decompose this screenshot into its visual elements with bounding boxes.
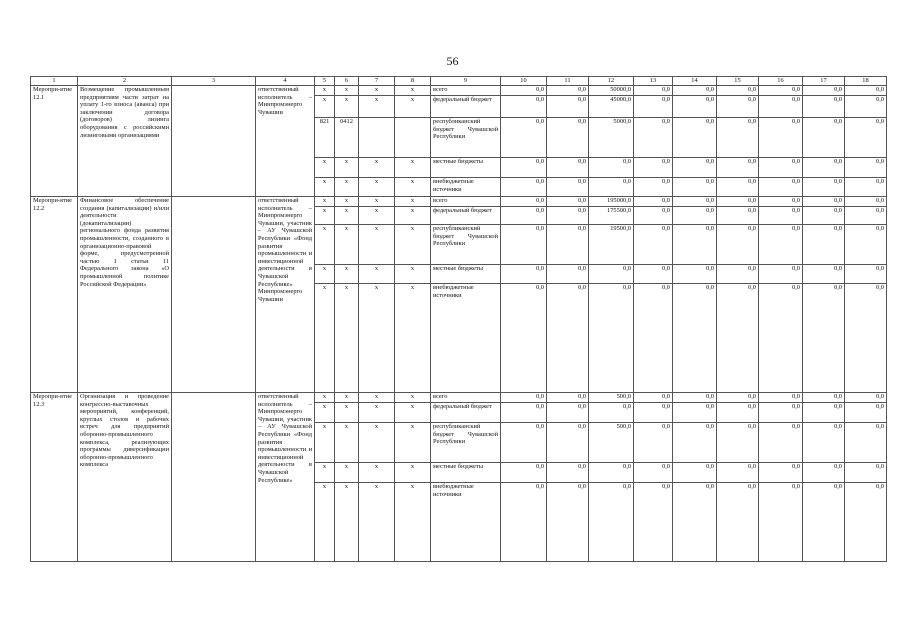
amount-cell: 0,0 <box>673 423 717 463</box>
amount-cell: 0,0 <box>845 158 887 178</box>
amount-cell: 0,0 <box>673 225 717 265</box>
event-number-cell: Меропри-ятие 12.1 <box>31 86 78 197</box>
funding-source-cell: федеральный бюджет <box>431 403 501 423</box>
amount-cell: 0,0 <box>501 393 547 403</box>
amount-cell: 0,0 <box>547 265 589 284</box>
amount-cell: 0,0 <box>547 158 589 178</box>
amount-cell: 0,0 <box>803 403 845 423</box>
code-cell-5: x <box>315 265 335 284</box>
code-cell-8: x <box>395 197 431 207</box>
amount-cell: 19500,0 <box>589 225 634 265</box>
code-cell-7: x <box>359 265 395 284</box>
amount-cell: 0,0 <box>634 197 673 207</box>
amount-cell: 0,0 <box>634 225 673 265</box>
amount-cell: 45000,0 <box>589 96 634 118</box>
event-number-cell: Меропри-ятие 12.2 <box>31 197 78 393</box>
amount-cell: 0,0 <box>803 118 845 158</box>
amount-cell: 0,0 <box>845 178 887 197</box>
amount-cell: 0,0 <box>547 86 589 96</box>
amount-cell: 0,0 <box>673 393 717 403</box>
code-cell-6: x <box>335 225 359 265</box>
amount-cell: 0,0 <box>501 207 547 225</box>
funding-source-cell: местные бюджеты <box>431 158 501 178</box>
code-cell-5: x <box>315 86 335 96</box>
amount-cell: 0,0 <box>717 393 759 403</box>
amount-cell: 0,0 <box>759 207 803 225</box>
column-number-cell: 9 <box>431 77 501 86</box>
executor-cell: ответственный исполнитель – Минпромэнерго Чувашии, участник – АУ Чувашской Республики «Фонд развития промышленности и инвестиционной деятельности в Чувашской Республике» <box>256 393 315 562</box>
amount-cell: 0,0 <box>673 197 717 207</box>
amount-cell: 0,0 <box>547 207 589 225</box>
code-cell-6: x <box>335 483 359 562</box>
amount-cell: 0,0 <box>673 86 717 96</box>
funding-source-cell: республиканский бюджет Чувашской Республики <box>431 225 501 265</box>
amount-cell: 0,0 <box>673 158 717 178</box>
code-cell-5: x <box>315 463 335 483</box>
amount-cell: 0,0 <box>547 225 589 265</box>
code-cell-7: x <box>359 197 395 207</box>
amount-cell: 0,0 <box>759 393 803 403</box>
amount-cell: 0,0 <box>717 423 759 463</box>
event-number-cell: Меропри-ятие 12.3 <box>31 393 78 562</box>
code-cell-7: x <box>359 393 395 403</box>
funding-source-cell: всего <box>431 86 501 96</box>
amount-cell: 0,0 <box>717 158 759 178</box>
amount-cell: 0,0 <box>673 118 717 158</box>
code-cell-8: x <box>395 393 431 403</box>
code-cell-5: x <box>315 393 335 403</box>
amount-cell: 0,0 <box>673 207 717 225</box>
code-cell-7: x <box>359 158 395 178</box>
amount-cell: 0,0 <box>759 96 803 118</box>
executor-cell: ответственный исполнитель – Минпромэнерго Чувашии, участник – АУ Чувашской Республики «Фонд развития промышленности и инвестиционной деятельности в Чувашской Республике» Минпромэнерго Чувашии <box>256 197 315 393</box>
column-number-cell: 8 <box>395 77 431 86</box>
code-cell-5: x <box>315 178 335 197</box>
code-cell-5: x <box>315 403 335 423</box>
event-description-cell: Финансовое обеспечение создания (капитализации) и/или деятельности (докапитализации) регионального фонда развития промышленности, созданного в организационно-правовой форме, предусмотренной частью 1 статьи 11 Федерального закона «О промышленной политике Российской Федерации» <box>78 197 172 393</box>
code-cell-6: x <box>335 393 359 403</box>
column-number-row <box>31 77 887 86</box>
amount-cell: 0,0 <box>803 463 845 483</box>
amount-cell: 0,0 <box>634 265 673 284</box>
amount-cell: 0,0 <box>759 423 803 463</box>
code-cell-6: 0412 <box>335 118 359 158</box>
amount-cell: 0,0 <box>501 463 547 483</box>
code-cell-7: x <box>359 423 395 463</box>
amount-cell: 0,0 <box>501 284 547 393</box>
table-body <box>31 77 887 562</box>
amount-cell: 0,0 <box>589 463 634 483</box>
event-empty-cell <box>172 197 256 393</box>
column-number-cell: 4 <box>256 77 315 86</box>
code-cell-6: x <box>335 96 359 118</box>
amount-cell: 500,0 <box>589 423 634 463</box>
code-cell-7: x <box>359 178 395 197</box>
amount-cell: 0,0 <box>547 284 589 393</box>
column-number-cell: 14 <box>673 77 717 86</box>
amount-cell: 0,0 <box>845 265 887 284</box>
amount-cell: 0,0 <box>634 463 673 483</box>
code-cell-7 <box>359 118 395 158</box>
code-cell-8: x <box>395 265 431 284</box>
amount-cell: 0,0 <box>803 197 845 207</box>
code-cell-8: x <box>395 423 431 463</box>
amount-cell: 0,0 <box>501 423 547 463</box>
amount-cell: 195000,0 <box>589 197 634 207</box>
amount-cell: 0,0 <box>717 284 759 393</box>
amount-cell: 0,0 <box>803 423 845 463</box>
amount-cell: 0,0 <box>501 118 547 158</box>
table-row <box>31 197 887 207</box>
amount-cell: 0,0 <box>501 225 547 265</box>
code-cell-6: x <box>335 463 359 483</box>
amount-cell: 0,0 <box>717 463 759 483</box>
amount-cell: 0,0 <box>759 483 803 562</box>
amount-cell: 0,0 <box>673 284 717 393</box>
amount-cell: 0,0 <box>547 403 589 423</box>
amount-cell: 0,0 <box>803 158 845 178</box>
amount-cell: 0,0 <box>634 207 673 225</box>
code-cell-7: x <box>359 403 395 423</box>
amount-cell: 0,0 <box>717 225 759 265</box>
code-cell-5: x <box>315 423 335 463</box>
code-cell-6: x <box>335 86 359 96</box>
amount-cell: 0,0 <box>589 284 634 393</box>
code-cell-5: x <box>315 96 335 118</box>
amount-cell: 0,0 <box>845 207 887 225</box>
amount-cell: 0,0 <box>673 178 717 197</box>
amount-cell: 0,0 <box>759 86 803 96</box>
column-number-cell: 18 <box>845 77 887 86</box>
amount-cell: 0,0 <box>803 483 845 562</box>
amount-cell: 0,0 <box>845 463 887 483</box>
amount-cell: 0,0 <box>717 86 759 96</box>
amount-cell: 0,0 <box>547 393 589 403</box>
code-cell-6: x <box>335 178 359 197</box>
column-number-cell: 10 <box>501 77 547 86</box>
financing-table <box>30 76 887 562</box>
code-cell-8: x <box>395 403 431 423</box>
code-cell-6: x <box>335 207 359 225</box>
amount-cell: 0,0 <box>501 197 547 207</box>
amount-cell: 0,0 <box>759 118 803 158</box>
amount-cell: 0,0 <box>634 403 673 423</box>
amount-cell: 0,0 <box>547 178 589 197</box>
amount-cell: 50000,0 <box>589 86 634 96</box>
amount-cell: 0,0 <box>759 197 803 207</box>
amount-cell: 0,0 <box>547 463 589 483</box>
amount-cell: 0,0 <box>589 178 634 197</box>
amount-cell: 0,0 <box>845 197 887 207</box>
amount-cell: 0,0 <box>803 207 845 225</box>
amount-cell: 0,0 <box>803 96 845 118</box>
amount-cell: 0,0 <box>803 178 845 197</box>
code-cell-6: x <box>335 403 359 423</box>
amount-cell: 0,0 <box>547 118 589 158</box>
code-cell-7: x <box>359 207 395 225</box>
code-cell-5: x <box>315 483 335 562</box>
amount-cell: 0,0 <box>501 158 547 178</box>
code-cell-7: x <box>359 96 395 118</box>
code-cell-8 <box>395 118 431 158</box>
column-number-cell: 3 <box>172 77 256 86</box>
amount-cell: 0,0 <box>547 197 589 207</box>
code-cell-7: x <box>359 86 395 96</box>
amount-cell: 0,0 <box>501 178 547 197</box>
code-cell-7: x <box>359 225 395 265</box>
column-number-cell: 6 <box>335 77 359 86</box>
code-cell-5: x <box>315 225 335 265</box>
column-number-cell: 1 <box>31 77 78 86</box>
amount-cell: 0,0 <box>673 483 717 562</box>
amount-cell: 0,0 <box>803 225 845 265</box>
amount-cell: 0,0 <box>845 393 887 403</box>
code-cell-8: x <box>395 284 431 393</box>
amount-cell: 0,0 <box>673 265 717 284</box>
amount-cell: 0,0 <box>501 265 547 284</box>
amount-cell: 0,0 <box>717 265 759 284</box>
amount-cell: 0,0 <box>589 158 634 178</box>
amount-cell: 0,0 <box>717 96 759 118</box>
amount-cell: 0,0 <box>845 284 887 393</box>
column-number-cell: 2 <box>78 77 172 86</box>
amount-cell: 0,0 <box>845 118 887 158</box>
column-number-cell: 5 <box>315 77 335 86</box>
code-cell-6: x <box>335 423 359 463</box>
code-cell-6: x <box>335 284 359 393</box>
amount-cell: 0,0 <box>717 178 759 197</box>
amount-cell: 0,0 <box>803 284 845 393</box>
amount-cell: 0,0 <box>759 265 803 284</box>
code-cell-8: x <box>395 86 431 96</box>
code-cell-5: 821 <box>315 118 335 158</box>
amount-cell: 0,0 <box>673 463 717 483</box>
event-description-cell: Возмещение промышленным предприятиям части затрат на уплату 1-го взноса (аванса) при заключении договора (договоров) лизинга оборудования с российскими лизинговыми организациями <box>78 86 172 197</box>
funding-source-cell: всего <box>431 197 501 207</box>
amount-cell: 0,0 <box>634 178 673 197</box>
funding-source-cell: республиканский бюджет Чувашской Республики <box>431 423 501 463</box>
amount-cell: 0,0 <box>845 96 887 118</box>
code-cell-5: x <box>315 284 335 393</box>
code-cell-6: x <box>335 265 359 284</box>
amount-cell: 0,0 <box>634 423 673 463</box>
amount-cell: 0,0 <box>501 403 547 423</box>
amount-cell: 0,0 <box>547 423 589 463</box>
amount-cell: 0,0 <box>634 86 673 96</box>
amount-cell: 0,0 <box>501 96 547 118</box>
amount-cell: 0,0 <box>759 403 803 423</box>
amount-cell: 0,0 <box>759 284 803 393</box>
page-number: 56 <box>446 54 459 68</box>
amount-cell: 0,0 <box>547 96 589 118</box>
code-cell-7: x <box>359 463 395 483</box>
column-number-cell: 17 <box>803 77 845 86</box>
code-cell-8: x <box>395 96 431 118</box>
amount-cell: 0,0 <box>845 403 887 423</box>
funding-source-cell: федеральный бюджет <box>431 207 501 225</box>
table-row <box>31 86 887 96</box>
funding-source-cell: внебюджетные источники <box>431 483 501 562</box>
amount-cell: 0,0 <box>717 403 759 423</box>
amount-cell: 0,0 <box>803 393 845 403</box>
amount-cell: 0,0 <box>759 225 803 265</box>
code-cell-5: x <box>315 207 335 225</box>
amount-cell: 0,0 <box>673 403 717 423</box>
code-cell-8: x <box>395 225 431 265</box>
amount-cell: 0,0 <box>845 423 887 463</box>
amount-cell: 0,0 <box>634 158 673 178</box>
amount-cell: 0,0 <box>501 483 547 562</box>
executor-cell: ответственный исполнитель – Минпромэнерго Чувашии <box>256 86 315 197</box>
code-cell-8: x <box>395 483 431 562</box>
code-cell-6: x <box>335 158 359 178</box>
column-number-cell: 15 <box>717 77 759 86</box>
code-cell-5: x <box>315 158 335 178</box>
amount-cell: 0,0 <box>759 158 803 178</box>
funding-source-cell: внебюджетные источники <box>431 284 501 393</box>
table-row <box>31 393 887 403</box>
funding-source-cell: республиканский бюджет Чувашской Республики <box>431 118 501 158</box>
amount-cell: 0,0 <box>759 178 803 197</box>
code-cell-7: x <box>359 284 395 393</box>
funding-source-cell: внебюджетные источники <box>431 178 501 197</box>
code-cell-8: x <box>395 178 431 197</box>
amount-cell: 0,0 <box>634 483 673 562</box>
amount-cell: 0,0 <box>845 225 887 265</box>
amount-cell: 0,0 <box>845 86 887 96</box>
event-empty-cell <box>172 86 256 197</box>
code-cell-8: x <box>395 158 431 178</box>
amount-cell: 0,0 <box>589 265 634 284</box>
column-number-cell: 12 <box>589 77 634 86</box>
event-description-cell: Организация и проведение конгрессно-выставочных мероприятий, конференций, круглых столов и рабочих встреч для предприятий оборонно-промышленного комплекса, реализующих программы диверсификации оборонно-промышленного комплекса <box>78 393 172 562</box>
column-number-cell: 13 <box>634 77 673 86</box>
column-number-cell: 11 <box>547 77 589 86</box>
amount-cell: 0,0 <box>717 118 759 158</box>
code-cell-6: x <box>335 197 359 207</box>
column-number-cell: 16 <box>759 77 803 86</box>
funding-source-cell: местные бюджеты <box>431 265 501 284</box>
amount-cell: 0,0 <box>845 483 887 562</box>
amount-cell: 5000,0 <box>589 118 634 158</box>
amount-cell: 0,0 <box>759 463 803 483</box>
funding-source-cell: всего <box>431 393 501 403</box>
amount-cell: 500,0 <box>589 393 634 403</box>
amount-cell: 0,0 <box>589 483 634 562</box>
amount-cell: 0,0 <box>673 96 717 118</box>
amount-cell: 0,0 <box>589 403 634 423</box>
amount-cell: 0,0 <box>717 197 759 207</box>
column-number-cell: 7 <box>359 77 395 86</box>
event-empty-cell <box>172 393 256 562</box>
amount-cell: 0,0 <box>634 284 673 393</box>
amount-cell: 0,0 <box>634 118 673 158</box>
amount-cell: 0,0 <box>501 86 547 96</box>
amount-cell: 0,0 <box>634 393 673 403</box>
amount-cell: 0,0 <box>717 207 759 225</box>
amount-cell: 0,0 <box>803 265 845 284</box>
code-cell-7: x <box>359 483 395 562</box>
code-cell-8: x <box>395 207 431 225</box>
funding-source-cell: федеральный бюджет <box>431 96 501 118</box>
amount-cell: 0,0 <box>547 483 589 562</box>
amount-cell: 175500,0 <box>589 207 634 225</box>
amount-cell: 0,0 <box>803 86 845 96</box>
amount-cell: 0,0 <box>634 96 673 118</box>
code-cell-5: x <box>315 197 335 207</box>
code-cell-8: x <box>395 463 431 483</box>
funding-source-cell: местные бюджеты <box>431 463 501 483</box>
amount-cell: 0,0 <box>717 483 759 562</box>
